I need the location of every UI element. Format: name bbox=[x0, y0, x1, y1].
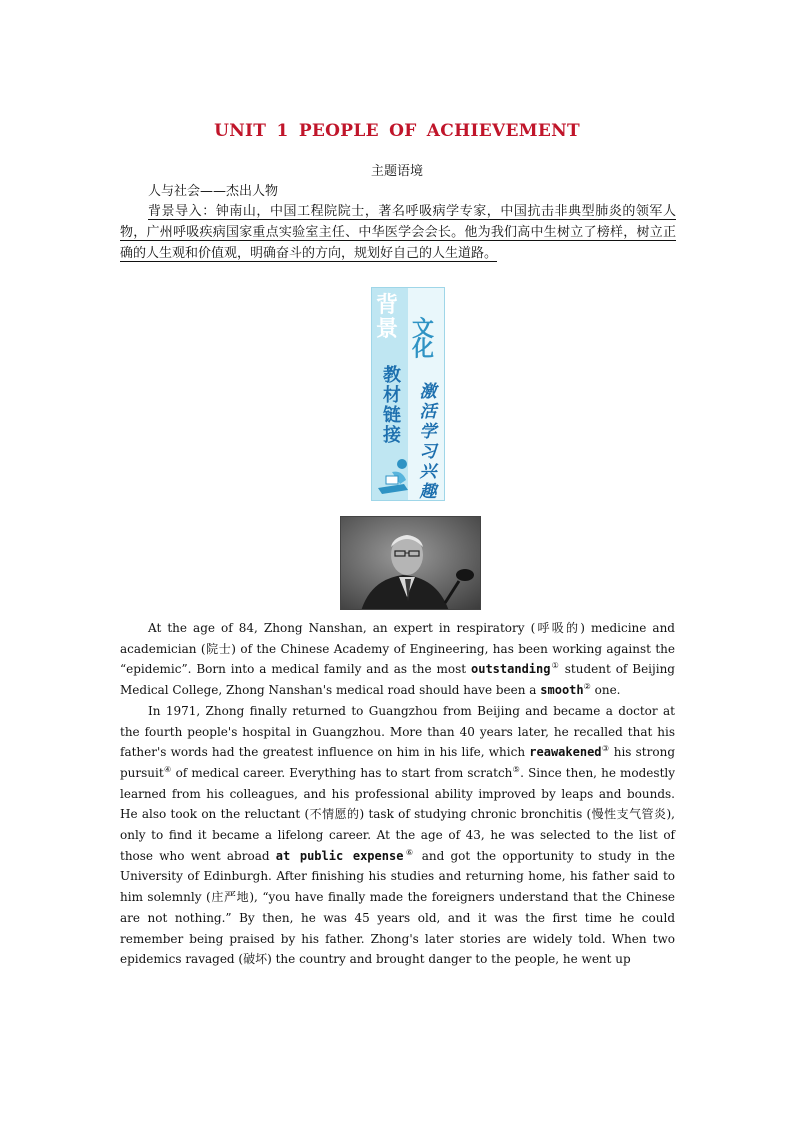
keyword-at-public-expense: at public expense bbox=[275, 848, 404, 863]
text-run: . Since then, he modestly learned from his colleagues, and his professional ability improved by leaps and bounds. He also took on the reluctant (不情愿的) task of studying chronic bronchitis (慢性支气管炎), only to find it became a lifelong career. At the age of 43, he was selected to the list of those who went abroad bbox=[120, 765, 676, 863]
article-body bbox=[120, 618, 675, 970]
culture-banner-image bbox=[371, 287, 445, 501]
footnote-marker: ⑤ bbox=[512, 764, 521, 774]
banner-vertical-right: 激活学习兴趣 bbox=[419, 382, 437, 501]
background-intro-paragraph bbox=[120, 201, 676, 264]
banner-char-3: 文 bbox=[412, 317, 435, 342]
theme-context-line: 人与社会——杰出人物 bbox=[148, 184, 279, 199]
keyword-outstanding: outstanding bbox=[471, 662, 551, 677]
portrait-image bbox=[341, 517, 481, 610]
article-paragraph-1 bbox=[120, 618, 675, 701]
banner-char-2: 景 bbox=[376, 317, 399, 342]
text-run: one. bbox=[590, 683, 621, 698]
background-text: 钟南山，中国工程院院士，著名呼吸病学专家，中国抗击非典型肺炎的领军人物，广州呼吸疾病国家重点实验室主任、中华医学会会长。他为我们高中生树立了榜样，树立正确的人生观和价值观，明确奋斗的方向，规划好自己的人生道路。 bbox=[120, 204, 676, 261]
background-label: 背景导入： bbox=[148, 204, 216, 219]
keyword-reawakened: reawakened bbox=[529, 745, 602, 760]
zhong-nanshan-photo bbox=[340, 516, 481, 610]
footnote-marker: ⑥ bbox=[403, 847, 416, 857]
text-run: his strong pursuit bbox=[120, 745, 675, 780]
banner-vertical-left: 教材链接 bbox=[383, 365, 401, 446]
footnote-marker: ④ bbox=[163, 764, 172, 774]
text-run: student of Beijing Medical College, Zhong Nanshan's medical road should have been a bbox=[120, 662, 675, 698]
text-run: of medical career. Everything has to start from scratch bbox=[171, 765, 513, 780]
banner-char-4: 化 bbox=[412, 337, 435, 362]
text-run: In 1971, Zhong finally returned to Guangzhou from Beijing and became a doctor at the fourth people's hospital in Guangzhou. More than 40 years later, he recalled that his father's words had the greatest influence on him in his life, which bbox=[120, 703, 675, 760]
unit-title: UNIT 1 PEOPLE OF ACHIEVEMENT bbox=[214, 121, 580, 141]
text-run: At the age of 84, Zhong Nanshan, an expert in respiratory (呼吸的) medicine and academician (院士) of the Chinese Academy of Engineering, has been working against the “epidemic”. Born into a medical family and as the most bbox=[120, 621, 675, 677]
article-paragraph-2 bbox=[120, 701, 675, 970]
reading-figure-icon bbox=[374, 454, 414, 498]
footnote-marker: ② bbox=[583, 682, 591, 692]
keyword-smooth: smooth bbox=[540, 683, 584, 698]
footnote-marker: ③ bbox=[601, 744, 610, 754]
banner-char-1: 背 bbox=[376, 293, 399, 318]
footnote-marker: ① bbox=[550, 661, 560, 671]
text-run: and got the opportunity to study in the University of Edinburgh. After finishing his studies and returning home, his father said to him solemnly (庄严地), “you have finally made the foreigners understand that the Chinese are not nothing.” By then, he was 45 years old, and it was the first time he could remember being praised by his father. Zhong's later stories are widely told. When two epidemics ravaged (破坏) the country and brought danger to the people, he went up bbox=[120, 848, 675, 967]
theme-heading: 主题语境 bbox=[370, 164, 423, 179]
